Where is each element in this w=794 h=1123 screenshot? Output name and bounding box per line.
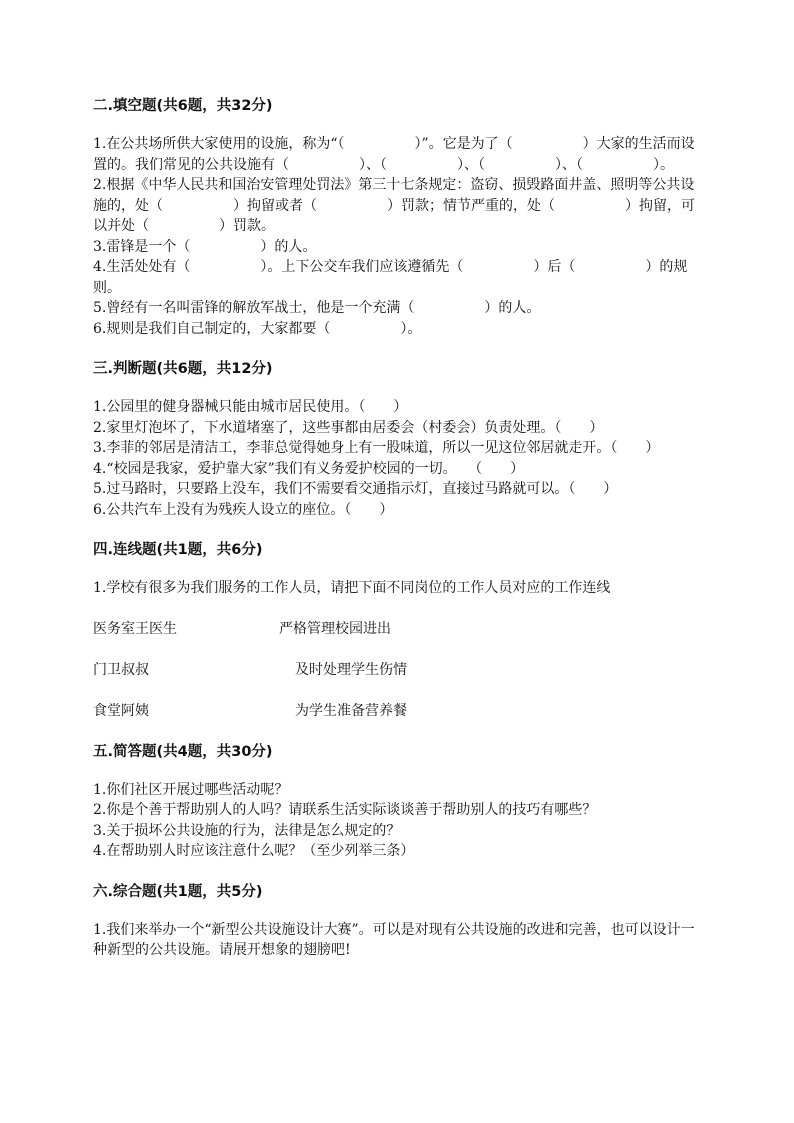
section-title-fill: 二.填空题(共6题，共32分) (93, 98, 273, 114)
matching-right-item: 为学生准备营养餐 (295, 702, 407, 719)
matching-section (93, 540, 703, 722)
matching-pair (93, 619, 703, 640)
question-fill-6: 6.规则是我们自己制定的，大家都要（ ）。 (93, 320, 422, 337)
section-title-comprehensive: 六.综合题(共1题，共5分) (93, 883, 263, 900)
question-comprehensive-1: 1.我们来举办一个“新型公共设施设计大赛”。可以是对现有公共设施的改进和完善，也可以设计一种新型的公共设施。请展开想象的翅膀吧! (93, 921, 695, 958)
question-fill-5: 5.曾经有一名叫雷锋的解放军战士，他是一个充满（ ）的人。 (93, 300, 541, 316)
fill-in-section (93, 96, 703, 339)
matching-pair (93, 660, 703, 681)
question-judge-5: 5.过马路时，只要路上没车，我们不需要看交通指示灯，直接过马路就可以。（ ） (93, 481, 618, 497)
question-fill-3: 3.雷锋是一个（ ）的人。 (93, 238, 317, 255)
short-answer-section (93, 742, 703, 862)
question-judge-1: 1.公园里的健身器械只能由城市居民使用。（ ） (93, 399, 408, 415)
section-title-link: 四.连线题(共1题，共6分) (93, 542, 263, 558)
question-judge-3: 3.李菲的邻居是清洁工，李菲总觉得她身上有一股味道，所以一见这位邻居就走开。（ ） (93, 440, 660, 456)
question-judge-2: 2.家里灯泡坏了，下水道堵塞了，这些事都由居委会（村委会）负责处理。（ ） (93, 419, 604, 436)
comprehensive-section (93, 882, 703, 961)
matching-right-item: 严格管理校园进出 (279, 620, 391, 637)
exam-page (93, 96, 703, 961)
question-short-3: 3.关于损坏公共设施的行为，法律是怎么规定的？ (93, 822, 401, 839)
question-fill-2: 2.根据《中华人民共和国治安管理处罚法》第三十七条规定：盗窃、损毁路面井盖、照明等公共设施的，处（ ）拘留或者（ ）罚款；情节严重的，处（ ）拘留，可以并处（ ）罚款。 (93, 177, 695, 234)
question-fill-4: 4.生活处处有（ ）。上下公交车我们应该遵循先（ ）后（ ）的规则。 (93, 259, 688, 296)
true-false-section (93, 359, 703, 520)
question-short-4: 4.在帮助别人时应该注意什么呢？（至少列举三条） (93, 843, 415, 859)
question-short-1: 1.你们社区开展过哪些活动呢？ (93, 781, 289, 798)
question-short-2: 2.你是个善于帮助别人的人吗？请联系生活实际谈谈善于帮助别人的技巧有哪些？ (93, 802, 597, 818)
matching-left-item: 门卫叔叔 (93, 661, 149, 678)
matching-right-item: 及时处理学生伤情 (295, 661, 407, 678)
matching-pair (93, 701, 703, 722)
matching-left-item: 食堂阿姨 (93, 702, 149, 719)
matching-instruction: 1.学校有很多为我们服务的工作人员，请把下面不同岗位的工作人员对应的工作连线 (93, 580, 611, 596)
section-title-judge: 三.判断题(共6题，共12分) (93, 361, 273, 377)
question-fill-1: 1.在公共场所供大家使用的设施，称为“（ ）”。它是为了（ ）大家的生活而设置的。我们常见的公共设施有（ ）、（ ）、（ ）、（ ）。 (93, 136, 695, 173)
question-judge-6: 6.公共汽车上没有为残疾人设立的座位。（ ） (93, 501, 394, 518)
section-title-short: 五.简答题(共4题，共30分) (93, 743, 273, 760)
question-judge-4: 4.“校园是我家，爱护靠大家”我们有义务爱护校园的一切。 （ ） (93, 460, 525, 477)
matching-left-item: 医务室王医生 (93, 620, 177, 637)
